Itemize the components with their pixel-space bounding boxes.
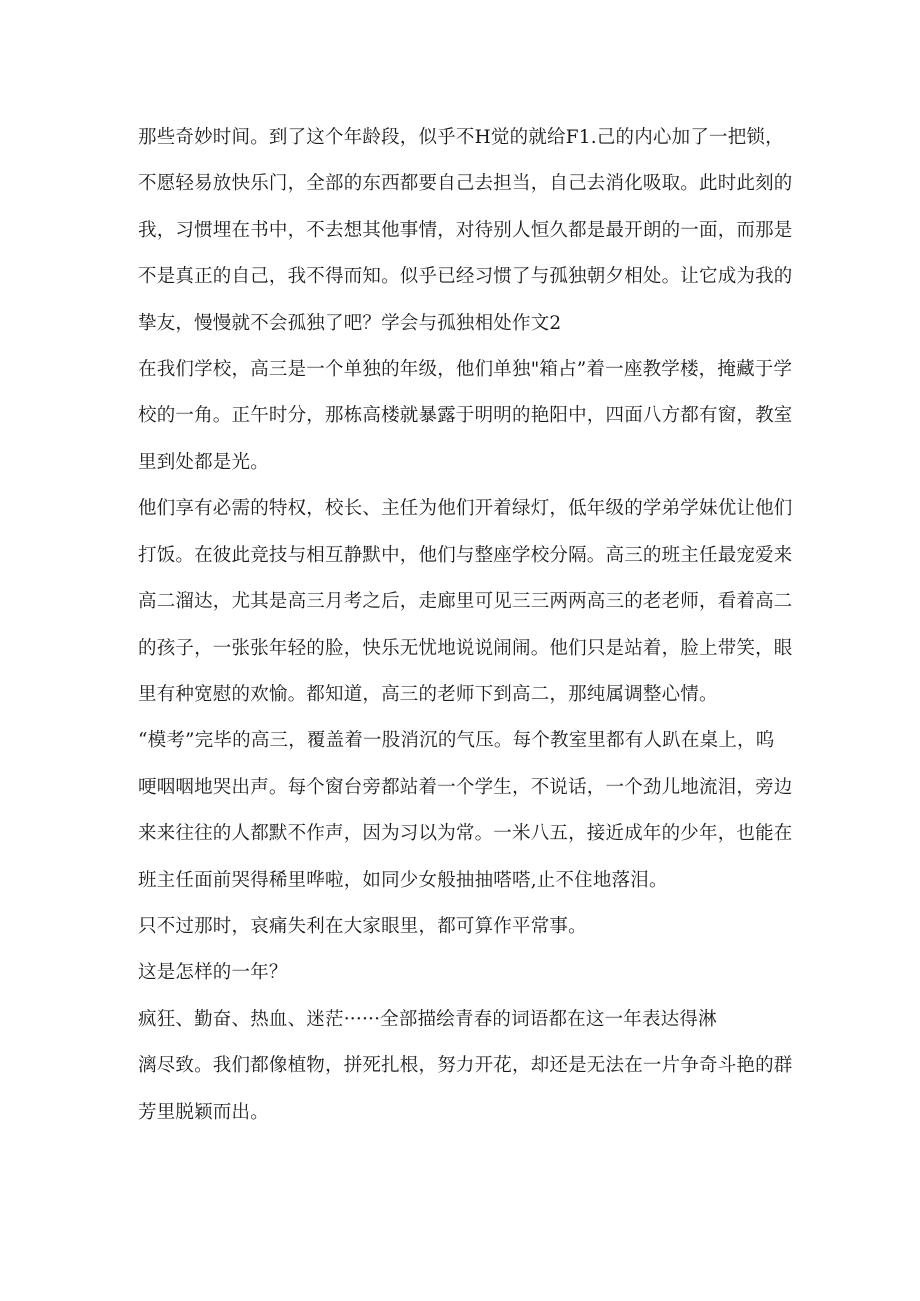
text-line: 在我们学校，高三是一个单独的年级，他们单独"箱占”着一座教学楼，掩藏于学: [138, 359, 793, 380]
text-line: 芳里脱颖而出。: [138, 1102, 269, 1123]
text-line: 不愿轻易放快乐门，全部的东西都要自己去担当，自己去消化吸取。此时此刻的: [138, 173, 793, 194]
text-line: 来来往往的人都默不作声，因为习以为常。一米八五，接近成年的少年，也能在: [138, 823, 793, 844]
text-line: 班主任面前哭得稀里哗啦，如同少女般抽抽嗒嗒,止不住地落泪。: [138, 870, 668, 891]
text-line: 哽咽咽地哭出声。每个窗台旁都站着一个学生，不说话，一个劲儿地流泪，旁边: [138, 777, 793, 798]
text-line: 漓尽致。我们都像植物，拼死扎根，努力开花，却还是无法在一片争奇斗艳的群: [138, 1055, 793, 1076]
text-line: 里到处都是光。: [138, 452, 269, 473]
text-line: 的孩子，一张张年轻的脸，快乐无忧地说说闹闹。他们只是站着，脸上带笑，眼: [138, 638, 793, 659]
text-line: 里有种宽慰的欢愉。都知道，高三的老师下到高二，那纯属调整心情。: [138, 684, 718, 705]
text-line: 我，习惯埋在书中，不去想其他事情，对待别人恒久都是最开朗的一面，而那是: [138, 220, 793, 241]
text-line: 打饭。在彼此竞技与相互静默中，他们与整座学校分隔。高三的班主任最宠爱来: [138, 545, 793, 566]
text-line: 疯狂、勤奋、热血、迷茫······全部描绘青春的词语都在这一年表达得淋: [138, 1009, 717, 1030]
text-line: 那些奇妙时间。到了这个年龄段，似乎不H觉的就给F1.己的内心加了一把锁，: [138, 127, 784, 148]
text-line: 挚友，慢慢就不会孤独了吧？学会与孤独相处作文2: [138, 313, 562, 334]
text-line: 高二溜达，尤其是高三月考之后，走廊里可见三三两两高三的老老师，看着高二: [138, 591, 793, 612]
text-line: 不是真正的自己，我不得而知。似乎已经习惯了与孤独朝夕相处。让它成为我的: [138, 266, 793, 287]
text-line: 他们享有必需的特权，校长、主任为他们开着绿灯，低年级的学弟学妹优让他们: [138, 498, 793, 519]
text-line: 校的一角。正午时分，那栋高楼就暴露于明明的艳阳中，四面八方都有窗，教室: [138, 405, 793, 426]
text-line: 只不过那时，哀痛失利在大家眼里，都可算作平常事。: [138, 916, 587, 937]
text-line: “模考”完毕的高三，覆盖着一股消沉的气压。每个教室里都有人趴在桌上，呜: [138, 730, 775, 751]
text-line: 这是怎样的一年？: [138, 962, 288, 983]
